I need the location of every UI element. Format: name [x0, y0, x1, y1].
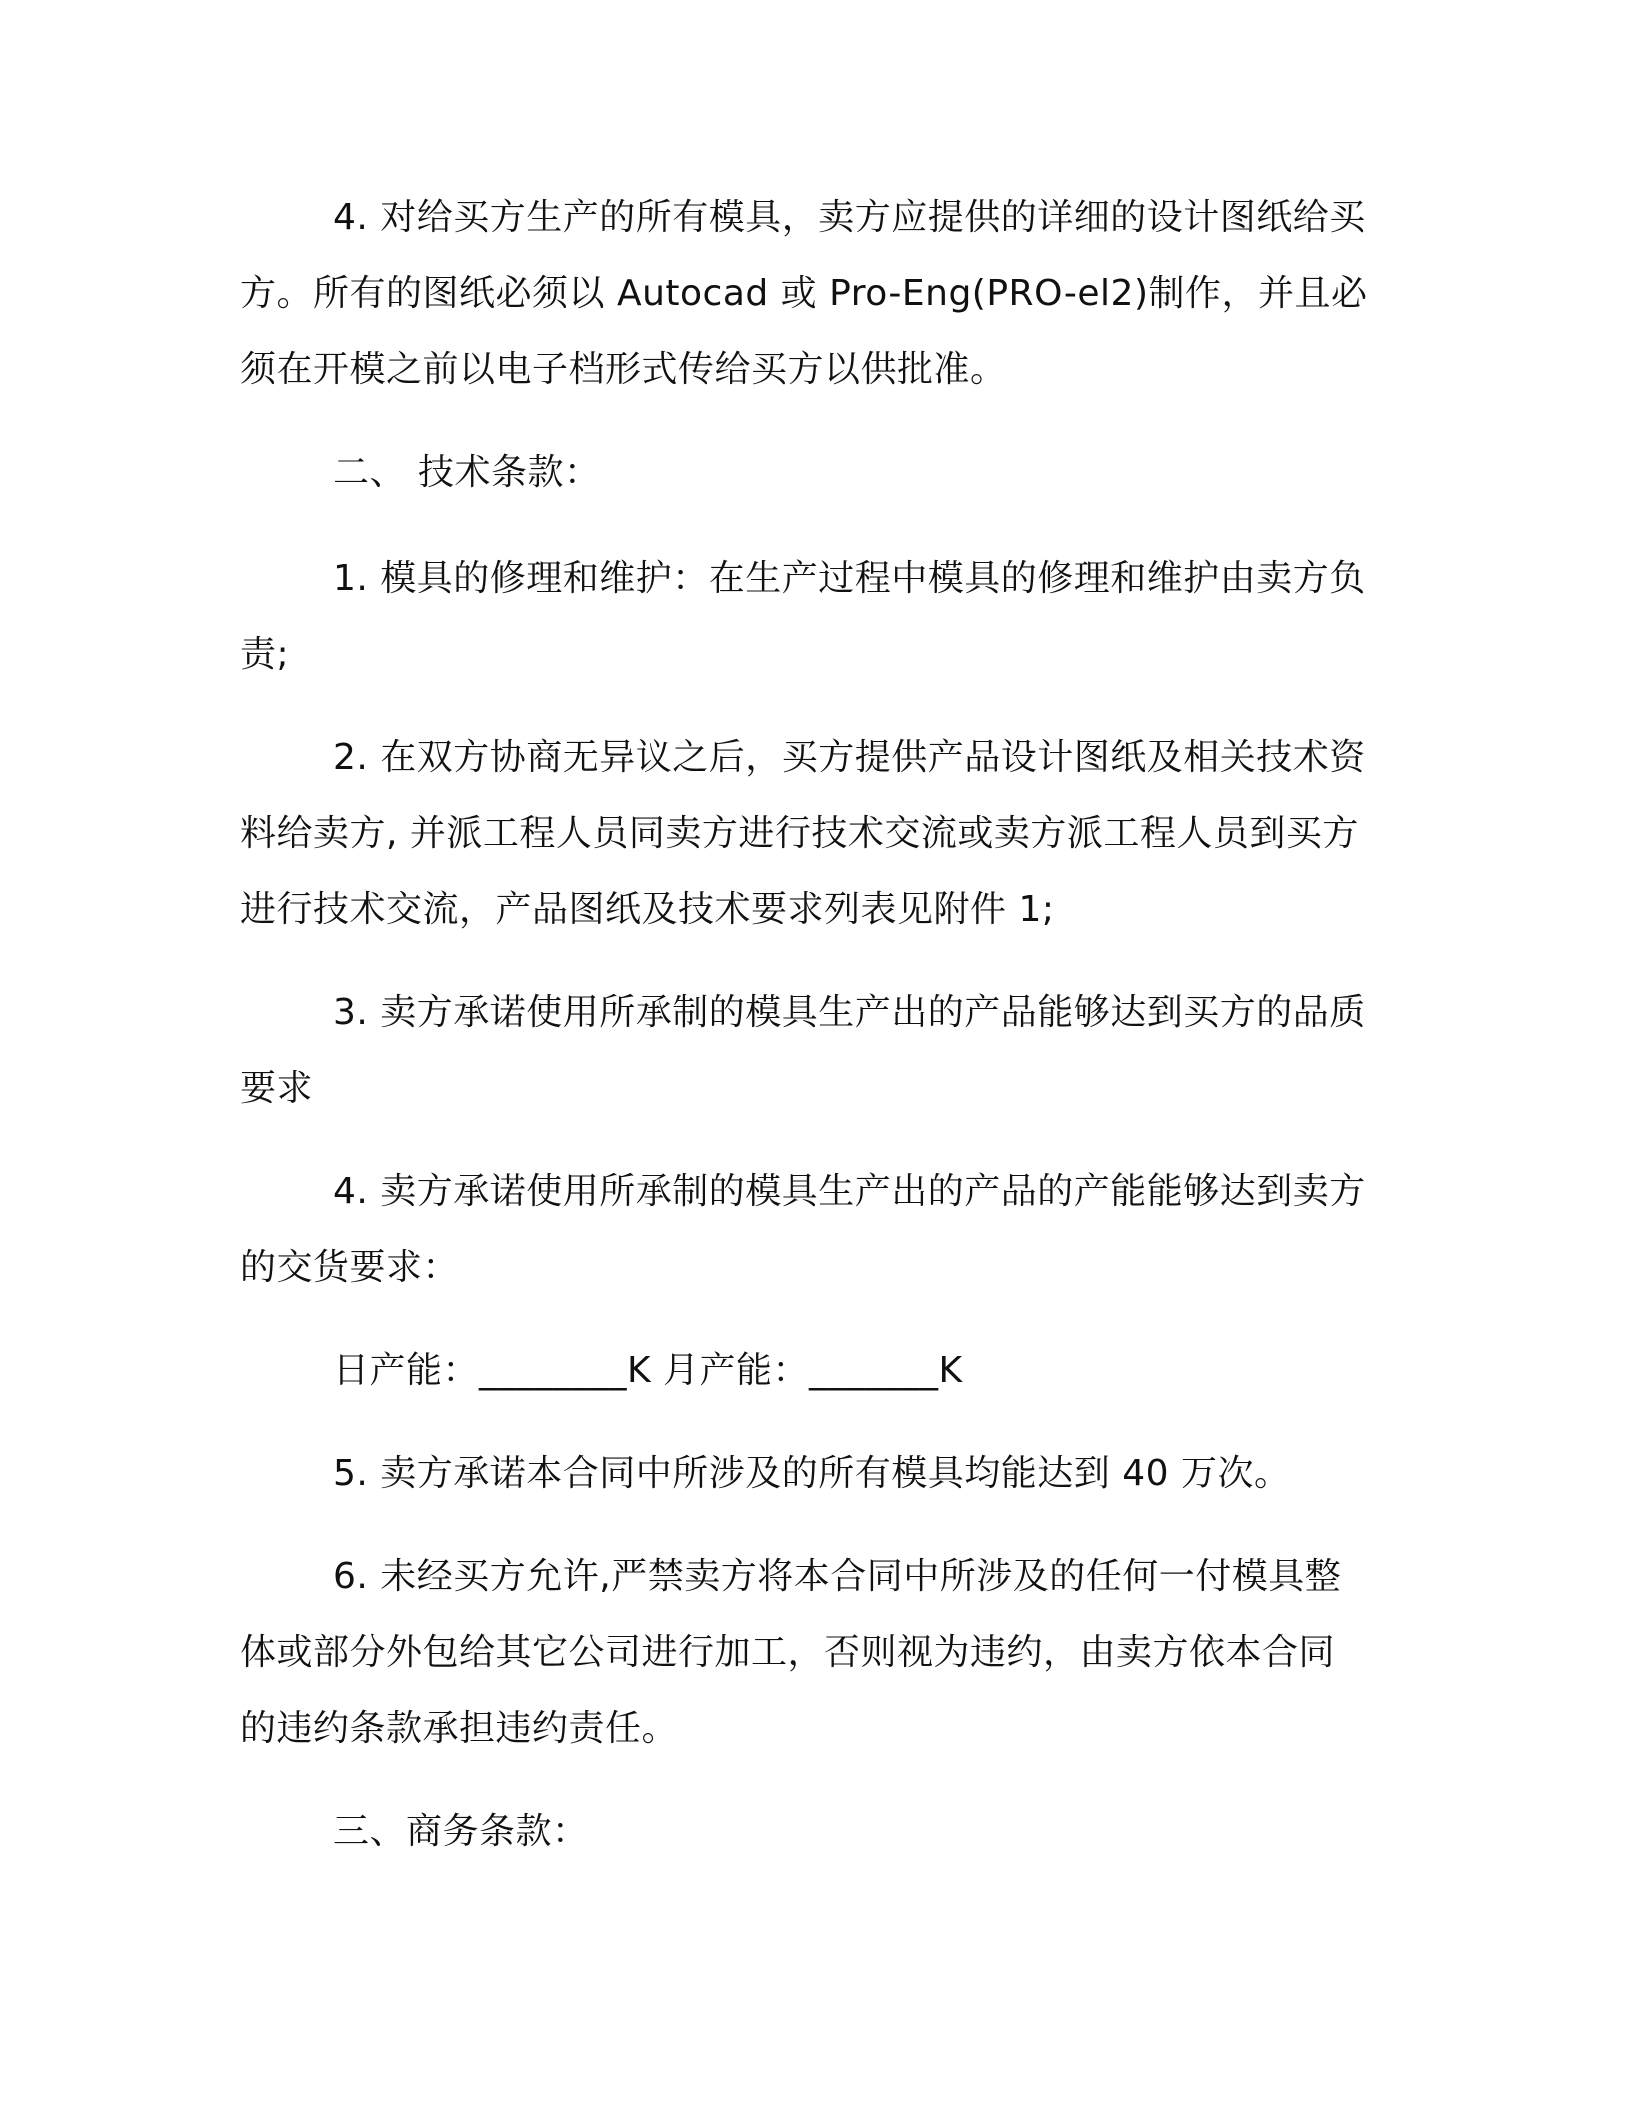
paragraph-line: 进行技术交流，产品图纸及技术要求列表见附件 1; — [240, 889, 1055, 930]
paragraph-line: 的交货要求： — [240, 1247, 460, 1288]
paragraph-line: 4. 卖方承诺使用所承制的模具生产出的产品的产能能够达到卖方 — [333, 1171, 1366, 1212]
paragraph-line: 2. 在双方协商无异议之后，买方提供产品设计图纸及相关技术资 — [333, 737, 1366, 778]
paragraph-line: 体或部分外包给其它公司进行加工，否则视为违约，由卖方依本合同 — [240, 1632, 1336, 1673]
section-heading-technical-terms: 二、 技术条款： — [333, 452, 601, 493]
paragraph-line: 的违约条款承担违约责任。 — [240, 1708, 679, 1749]
paragraph-line: 方。所有的图纸必须以 Autocad 或 Pro-Eng(PRO-el2)制作，并且必 — [240, 273, 1368, 314]
paragraph-line: 6. 未经买方允许,严禁卖方将本合同中所涉及的任何一付模具整 — [333, 1556, 1342, 1597]
paragraph-line: 4. 对给买方生产的所有模具，卖方应提供的详细的设计图纸给买 — [333, 197, 1366, 238]
paragraph-line: 要求 — [240, 1068, 314, 1109]
paragraph-line: 须在开模之前以电子档形式传给买方以供批准。 — [240, 349, 1007, 390]
paragraph-line: 3. 卖方承诺使用所承制的模具生产出的产品能够达到买方的品质 — [333, 992, 1366, 1033]
capacity-fill-in: 日产能：________K 月产能：_______K — [333, 1350, 963, 1391]
section-heading-commercial-terms: 三、商务条款： — [333, 1811, 589, 1852]
paragraph-line: 料给卖方, 并派工程人员同卖方进行技术交流或卖方派工程人员到买方 — [240, 813, 1359, 854]
paragraph-mold-life: 5. 卖方承诺本合同中所涉及的所有模具均能达到 40 万次。 — [333, 1453, 1291, 1494]
paragraph-line: 1. 模具的修理和维护：在生产过程中模具的修理和维护由卖方负 — [333, 558, 1366, 599]
paragraph-line: 责; — [240, 634, 290, 675]
